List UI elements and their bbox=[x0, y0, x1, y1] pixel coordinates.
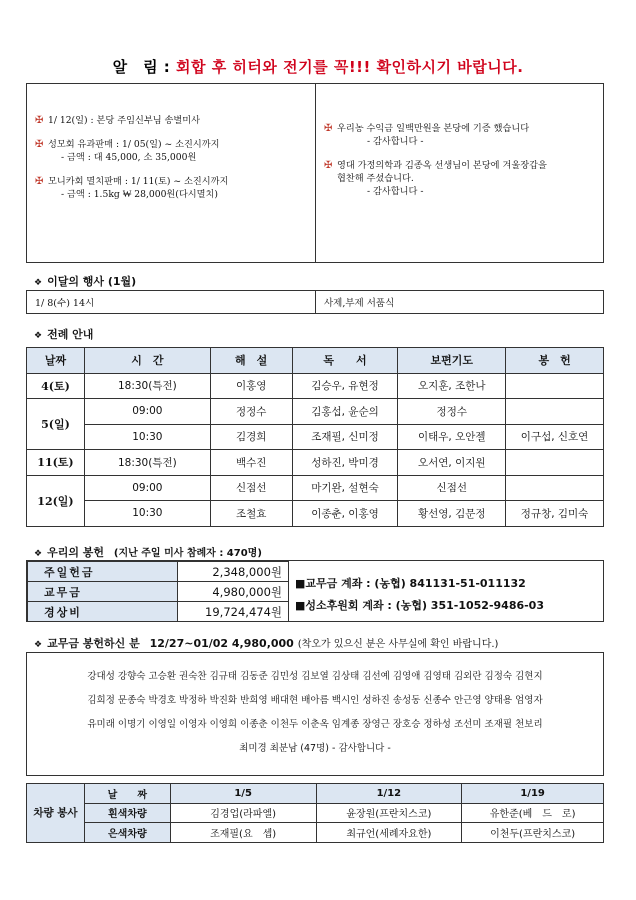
schedule-date: 11(토) bbox=[27, 450, 85, 476]
announcement-line: 협찬해 주셨습니다. bbox=[337, 173, 414, 184]
monthly-heading-text: 이달의 행사 (1월) bbox=[47, 275, 137, 288]
notice-title-message: 회합 후 히터와 전기를 꼭!!! 확인하시기 바랍니다. bbox=[176, 58, 524, 76]
schedule-offering bbox=[506, 475, 604, 501]
column-header: 날짜 bbox=[27, 348, 85, 374]
schedule-commentary: 백수진 bbox=[210, 450, 292, 476]
vehicle-service-label bbox=[27, 784, 85, 843]
schedule-commentary: 김경희 bbox=[210, 424, 292, 450]
donors-heading-text: 교무금 봉헌하신 분 bbox=[47, 637, 140, 650]
table-row bbox=[27, 803, 604, 823]
schedule-reading: 마기완, 설현숙 bbox=[292, 475, 398, 501]
schedule-reading: 김승우, 유현정 bbox=[292, 373, 398, 399]
announcement-line: 성모회 유과판매 : 1/ 05(일) ~ 소진시까지 bbox=[48, 139, 220, 150]
diamond-icon: ❖ bbox=[34, 549, 43, 559]
vehicle-driver: 윤장원(프란치스코) bbox=[316, 803, 462, 823]
donors-note: (착오가 있으신 분은 사무실에 확인 바랍니다.) bbox=[297, 639, 499, 650]
schedule-prayer: 오서연, 이지원 bbox=[398, 450, 506, 476]
column-header: 봉 헌 bbox=[506, 348, 604, 374]
schedule-time: 09:00 bbox=[84, 399, 210, 425]
announcement-line: - 금액 : 대 45,000, 소 35,000원 bbox=[61, 152, 197, 163]
monthly-heading bbox=[34, 273, 136, 289]
table-row bbox=[27, 399, 604, 425]
schedule-time: 10:30 bbox=[84, 501, 210, 527]
schedule-reading: 조재필, 신미정 bbox=[292, 424, 398, 450]
announcement-item bbox=[324, 122, 595, 148]
announcement-item bbox=[35, 138, 307, 164]
schedule-offering bbox=[506, 399, 604, 425]
monthly-event-name: 사제,부제 서품식 bbox=[324, 298, 395, 309]
schedule-prayer: 황선영, 김문정 bbox=[398, 501, 506, 527]
vehicle-date: 1/19 bbox=[462, 784, 604, 804]
offering-label: 교무금 bbox=[28, 582, 178, 602]
offering-label: 경상비 bbox=[28, 602, 178, 622]
account-info bbox=[289, 561, 603, 621]
donors-period: 12/27~01/02 4,980,000 bbox=[149, 637, 294, 650]
diamond-icon: ❖ bbox=[34, 278, 43, 288]
table-row bbox=[28, 582, 289, 602]
vehicle-type: 흰색차량 bbox=[84, 803, 170, 823]
donor-line: 유미래 이명기 이영일 이영자 이영희 이종춘 이천두 이춘옥 임계종 장영근 장호승 정하성 조선미 조재필 천보리 bbox=[87, 719, 543, 730]
notice-title bbox=[0, 56, 636, 77]
vehicle-type: 은색차량 bbox=[84, 823, 170, 843]
vehicle-driver: 조재필(요 셉) bbox=[170, 823, 316, 843]
announcement-item bbox=[35, 175, 307, 201]
column-header: 해 설 bbox=[210, 348, 292, 374]
schedule-offering: 이구섭, 신호연 bbox=[506, 424, 604, 450]
vehicle-service-table bbox=[26, 783, 604, 843]
schedule-reading: 김홍섭, 윤순의 bbox=[292, 399, 398, 425]
schedule-time: 10:30 bbox=[84, 424, 210, 450]
donors-heading bbox=[34, 635, 498, 651]
schedule-reading: 이종춘, 이홍영 bbox=[292, 501, 398, 527]
cross-icon: ✠ bbox=[324, 123, 333, 134]
vehicle-driver: 유한준(베 드 로) bbox=[462, 803, 604, 823]
table-row bbox=[28, 562, 289, 582]
cross-icon: ✠ bbox=[35, 176, 44, 187]
donor-line: 최미경 최분남 (47명) - 감사합니다 - bbox=[239, 743, 391, 754]
diamond-icon: ❖ bbox=[34, 640, 43, 650]
offering-heading bbox=[34, 544, 262, 560]
monthly-event-box bbox=[26, 290, 604, 314]
donor-line: 강대성 강향숙 고승환 권숙찬 김규태 김동준 김민성 김보열 김상태 김선예 김영애 김영태 김외란 김정숙 김현지 bbox=[87, 671, 543, 682]
offering-heading-text: 우리의 봉헌 bbox=[47, 546, 105, 559]
schedule-date: 4(토) bbox=[27, 373, 85, 399]
announcement-line: 우리농 수익금 일백만원을 본당에 기증 했습니다 bbox=[337, 123, 530, 134]
table-row bbox=[27, 373, 604, 399]
schedule-heading-text: 전례 안내 bbox=[47, 328, 94, 341]
account-line: ■교무금 계좌 : (농협) 841131-51-011132 bbox=[295, 577, 526, 590]
schedule-prayer: 이태우, 오안젤 bbox=[398, 424, 506, 450]
vehicle-driver: 김경업(라파엘) bbox=[170, 803, 316, 823]
schedule-time: 09:00 bbox=[84, 475, 210, 501]
table-header-row bbox=[27, 348, 604, 374]
schedule-prayer: 정정수 bbox=[398, 399, 506, 425]
announcement-box bbox=[26, 83, 604, 263]
column-header: 보편기도 bbox=[398, 348, 506, 374]
schedule-time: 18:30(특전) bbox=[84, 450, 210, 476]
vehicle-date: 1/5 bbox=[170, 784, 316, 804]
schedule-heading bbox=[34, 326, 93, 342]
liturgy-schedule-table bbox=[26, 347, 604, 527]
schedule-date: 12(일) bbox=[27, 475, 85, 526]
table-row bbox=[28, 602, 289, 622]
announcement-line: - 감사합니다 - bbox=[367, 186, 424, 197]
offering-table bbox=[27, 561, 289, 622]
diamond-icon: ❖ bbox=[34, 331, 43, 341]
donors-box bbox=[26, 652, 604, 776]
offering-attendance: (지난 주일 미사 참례자 : 470명) bbox=[113, 548, 262, 559]
table-row bbox=[27, 784, 604, 804]
cross-icon: ✠ bbox=[35, 139, 44, 150]
schedule-commentary: 이홍영 bbox=[210, 373, 292, 399]
table-row bbox=[27, 450, 604, 476]
schedule-offering: 정규창, 김미숙 bbox=[506, 501, 604, 527]
column-header: 독 서 bbox=[292, 348, 398, 374]
cross-icon: ✠ bbox=[324, 160, 333, 171]
schedule-date: 5(일) bbox=[27, 399, 85, 450]
schedule-prayer: 오지훈, 조한나 bbox=[398, 373, 506, 399]
announcement-line: 모니카회 멸치판매 : 1/ 11(토) ~ 소진시까지 bbox=[48, 176, 229, 187]
schedule-commentary: 정정수 bbox=[210, 399, 292, 425]
schedule-time: 18:30(특전) bbox=[84, 373, 210, 399]
schedule-reading: 성하진, 박미경 bbox=[292, 450, 398, 476]
notice-title-label: 알 림 : bbox=[112, 58, 171, 76]
announcement-line: 1/ 12(일) : 본당 주임신부님 송별미사 bbox=[48, 115, 200, 126]
table-row bbox=[27, 475, 604, 501]
monthly-event-date: 1/ 8(수) 14시 bbox=[27, 291, 316, 313]
announcement-left bbox=[27, 84, 316, 262]
announcement-line: - 감사합니다 - bbox=[367, 136, 424, 147]
announcement-item bbox=[324, 159, 595, 198]
schedule-commentary: 신점선 bbox=[210, 475, 292, 501]
table-row bbox=[27, 501, 604, 527]
vehicle-driver: 이천두(프란치스코) bbox=[462, 823, 604, 843]
account-line: ■성소후원회 계좌 : (농협) 351-1052-9486-03 bbox=[295, 599, 544, 612]
offering-box bbox=[26, 560, 604, 622]
schedule-prayer: 신점선 bbox=[398, 475, 506, 501]
vehicle-date: 1/12 bbox=[316, 784, 462, 804]
cross-icon: ✠ bbox=[35, 115, 44, 126]
offering-label: 주일헌금 bbox=[28, 562, 178, 582]
table-row bbox=[27, 424, 604, 450]
announcement-right bbox=[316, 84, 603, 262]
vehicle-service-label-text: 차량 봉사 bbox=[33, 806, 78, 819]
offering-value: 4,980,000원 bbox=[178, 582, 289, 602]
table-row bbox=[27, 823, 604, 843]
offering-value: 2,348,000원 bbox=[178, 562, 289, 582]
column-header: 날 짜 bbox=[84, 784, 170, 804]
announcement-line: - 금액 : 1.5kg ₩ 28,000원(다시멸치) bbox=[61, 189, 218, 200]
schedule-offering bbox=[506, 373, 604, 399]
offering-value: 19,724,474원 bbox=[178, 602, 289, 622]
column-header: 시 간 bbox=[84, 348, 210, 374]
donor-line: 김희정 문종숙 박경호 박정하 박진화 반희영 배대현 배아름 백시인 성하진 송성동 신종수 안근영 양태용 엄영자 bbox=[87, 695, 543, 706]
schedule-offering bbox=[506, 450, 604, 476]
announcement-line: 영대 가정의학과 김종옥 선생님이 본당에 겨울장갑을 bbox=[337, 160, 547, 171]
announcement-item bbox=[35, 114, 307, 127]
vehicle-driver: 최규언(세례자요한) bbox=[316, 823, 462, 843]
schedule-commentary: 조철효 bbox=[210, 501, 292, 527]
